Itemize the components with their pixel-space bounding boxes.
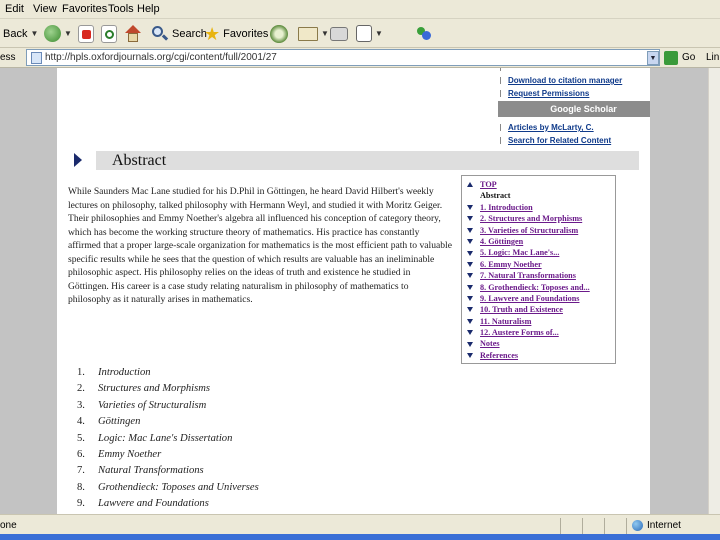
section-number: 1.: [77, 367, 85, 378]
search-label: Search: [172, 27, 207, 40]
section-number: 4.: [77, 416, 85, 428]
abstract-heading-bar: [96, 151, 639, 170]
toc-item[interactable]: [467, 304, 615, 315]
spacer: [467, 194, 473, 199]
toc-item[interactable]: [467, 213, 615, 224]
toc-item[interactable]: [467, 236, 615, 247]
address-input[interactable]: [45, 52, 645, 63]
section-number: 3.: [77, 399, 85, 411]
refresh-button[interactable]: [101, 23, 117, 44]
toc-link[interactable]: References: [480, 350, 519, 360]
toc-item[interactable]: [467, 179, 615, 190]
section-number: 8.: [77, 481, 85, 493]
list-item: [77, 431, 259, 447]
google-scholar-links: [498, 121, 650, 147]
mail-button[interactable]: [298, 23, 329, 44]
arrow-down-icon: [467, 216, 473, 221]
article-page: [57, 68, 650, 514]
toc-link[interactable]: 8. Grothendieck: Toposes and...: [480, 282, 590, 292]
toc-link[interactable]: 1. Introduction: [480, 202, 533, 212]
toc-item[interactable]: [467, 270, 615, 281]
toolbar: [0, 19, 720, 48]
messenger-icon: [415, 25, 433, 43]
forward-button[interactable]: [44, 23, 72, 44]
toc-item[interactable]: [467, 316, 615, 327]
chevron-down-icon: ▼: [30, 29, 39, 38]
menu-bar: [0, 0, 720, 19]
list-item: [498, 121, 650, 134]
toc-link[interactable]: 2. Structures and Morphisms: [480, 214, 583, 224]
toc-item[interactable]: [467, 259, 615, 270]
arrow-down-icon: [467, 330, 473, 335]
section-title: Emmy Noether: [98, 448, 162, 460]
search-related-link[interactable]: Search for Related Content: [508, 136, 612, 145]
toc-link[interactable]: 5. Logic: Mac Lane's...: [480, 248, 560, 258]
toc-item[interactable]: [467, 247, 615, 258]
arrow-down-icon: [467, 273, 473, 278]
request-permissions-link[interactable]: Request Permissions: [508, 89, 590, 98]
download-citation-link[interactable]: Download to citation manager: [508, 76, 623, 85]
home-icon: [124, 25, 142, 43]
menu-favorites[interactable]: Favorites: [62, 3, 108, 15]
chevron-down-icon: ▼: [64, 29, 72, 38]
go-button[interactable]: Go: [682, 52, 696, 63]
list-item: [77, 414, 259, 430]
list-item: [77, 447, 259, 463]
section-number: 2.: [77, 383, 85, 395]
mail-icon: [298, 27, 318, 41]
section-title: Göttingen: [98, 416, 141, 428]
articles-by-author-link[interactable]: Articles by McLarty, C.: [508, 123, 594, 132]
list-item: [77, 480, 259, 496]
arrow-up-icon: [467, 182, 473, 187]
list-item: [77, 463, 259, 479]
toc-item[interactable]: [467, 202, 615, 213]
toc-link[interactable]: 9. Lawvere and Foundations: [480, 293, 580, 303]
history-button[interactable]: [270, 23, 288, 44]
address-bar: [0, 48, 720, 68]
favorites-button[interactable]: [204, 23, 268, 44]
abstract-text: While Saunders Mac Lane studied for his D.Phil in Göttingen, he heard David Hilbert's weekly lectures on philosophy, talked philosophy with Hermann Weyl, and studied it with Moritz Geiger. Their philosophies and Emmy Noether's algebra all influenced his conception of category theory, which has become the working structure theory of mathematics. His practice has constantly affirmed that a proper large-scale organization for mathematics is the most efficient path to valuable specific results while he sees that the question of which results are valuable has an ineliminable philosophic aspect. His philosophy relies on the ideas of truth and existence he studied in Göttingen. His career is a case study relating naturalism in philosophy of mathematics to philosophy as it naturally arises in mathematics.: [68, 186, 452, 305]
print-button[interactable]: [330, 23, 348, 44]
toc-item[interactable]: [467, 327, 615, 338]
toc-item: [467, 190, 615, 201]
vertical-scrollbar[interactable]: [708, 68, 720, 514]
list-item: [498, 134, 650, 147]
chevron-down-icon: ▼: [375, 29, 383, 38]
taskbar: [0, 534, 720, 540]
page-icon: [31, 52, 42, 64]
menu-edit[interactable]: Edit: [5, 3, 24, 15]
toc-item[interactable]: [467, 282, 615, 293]
arrow-down-icon: [467, 251, 473, 256]
section-number: 9.: [77, 498, 85, 510]
section-title: Logic: Mac Lane's Dissertation: [98, 432, 233, 444]
arrow-down-icon: [467, 296, 473, 301]
section-title: Structures and Morphisms: [98, 383, 211, 395]
arrow-down-icon: [467, 307, 473, 312]
arrow-down-icon: [467, 319, 473, 324]
document-edit-icon: [356, 25, 372, 42]
arrow-down-icon: [467, 353, 473, 358]
page-margin-right: [650, 68, 708, 514]
toc-link[interactable]: 10. Truth and Existence: [480, 305, 563, 315]
messenger-button[interactable]: [415, 23, 433, 44]
toc-link[interactable]: 12. Austere Forms of...: [480, 328, 559, 338]
section-title: Introduction: [98, 367, 151, 378]
stop-icon: [78, 25, 94, 43]
printer-icon: [330, 27, 348, 41]
arrow-down-icon: [467, 262, 473, 267]
arrow-down-icon: [467, 285, 473, 290]
section-title: Natural Transformations: [98, 465, 204, 477]
section-list: [77, 365, 259, 513]
toc-item[interactable]: [467, 293, 615, 304]
abstract-heading: Abstract: [112, 152, 167, 169]
search-icon: [151, 25, 169, 43]
toc-link[interactable]: TOP: [480, 180, 497, 189]
toc-link[interactable]: 4. Göttingen: [480, 236, 524, 246]
content-viewport: [0, 68, 720, 514]
google-scholar-header: Google Scholar: [498, 101, 650, 117]
list-item: [498, 87, 650, 100]
chevron-down-icon: ▼: [321, 29, 329, 38]
arrow-down-icon: [467, 239, 473, 244]
section-navigation: [461, 175, 616, 364]
list-item: [77, 381, 259, 397]
menu-view[interactable]: View: [33, 3, 57, 15]
list-item: [77, 398, 259, 414]
address-field-box: [26, 49, 660, 66]
address-label: ess: [0, 52, 16, 63]
back-button[interactable]: [3, 23, 38, 44]
toc-item[interactable]: [467, 338, 615, 349]
status-text: one: [0, 520, 17, 531]
section-title: Grothendieck: Toposes and Universes: [98, 481, 259, 493]
section-number: 5.: [77, 432, 85, 444]
toc-item[interactable]: [467, 350, 615, 361]
back-label: Back: [3, 27, 28, 40]
section-number: 7.: [77, 465, 85, 477]
section-title: Lawvere and Foundations: [98, 498, 209, 510]
toc-link: Abstract: [480, 191, 511, 201]
toc-item[interactable]: [467, 225, 615, 236]
star-icon: ★: [204, 23, 221, 44]
list-item: [77, 365, 259, 381]
refresh-icon: [101, 25, 117, 43]
menu-help[interactable]: Help: [137, 3, 160, 15]
toc-link[interactable]: 6. Emmy Noether: [480, 259, 542, 269]
toc-link[interactable]: Notes: [480, 339, 500, 349]
address-dropdown-icon[interactable]: ▼: [647, 51, 659, 65]
page-margin-left: [0, 68, 57, 514]
edit-button[interactable]: [356, 23, 383, 44]
menu-tools[interactable]: Tools: [108, 3, 134, 15]
arrow-down-icon: [467, 228, 473, 233]
arrow-down-icon: [467, 342, 473, 347]
toc-link[interactable]: 3. Varieties of Structuralism: [480, 225, 579, 235]
home-button[interactable]: [124, 23, 142, 44]
history-icon: [270, 25, 288, 43]
go-arrow-icon[interactable]: [664, 51, 678, 65]
favorites-label: Favorites: [223, 27, 269, 40]
links-toolbar-label[interactable]: Lin: [706, 52, 720, 63]
section-number: 6.: [77, 448, 85, 460]
article-tools: [498, 68, 650, 100]
list-item: [498, 74, 650, 87]
security-zone: Internet: [647, 520, 681, 531]
toc-link[interactable]: 11. Naturalism: [480, 316, 532, 326]
section-title: Varieties of Structuralism: [98, 399, 207, 411]
list-item: [77, 496, 259, 512]
forward-arrow-icon: [44, 25, 61, 42]
arrow-down-icon: [467, 205, 473, 210]
search-button[interactable]: [151, 23, 207, 44]
toc-link[interactable]: 7. Natural Transformations: [480, 271, 576, 281]
stop-button[interactable]: [78, 23, 94, 44]
section-arrow-icon: [74, 153, 82, 167]
globe-icon: [632, 520, 643, 531]
